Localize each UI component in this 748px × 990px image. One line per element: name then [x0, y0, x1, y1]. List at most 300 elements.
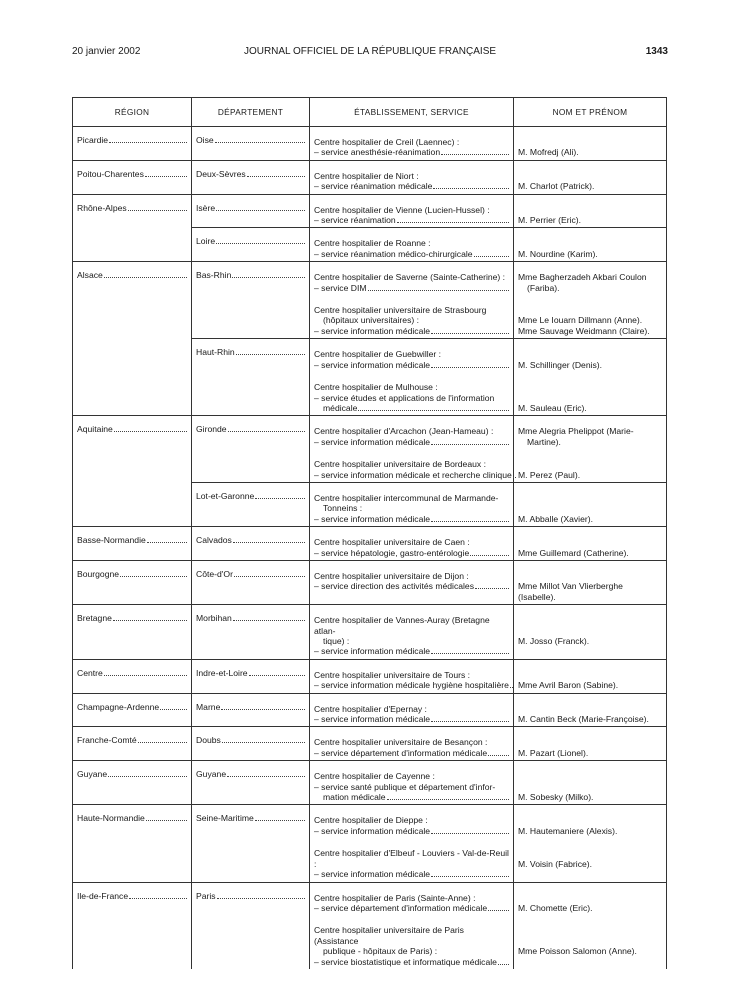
spacer	[518, 238, 662, 248]
service-text: mation médicale	[323, 792, 386, 803]
person-name: Mme Sauvage Weidmann (Claire).	[518, 325, 650, 336]
region-cell	[73, 882, 192, 969]
dot-leader	[368, 283, 509, 291]
person-entry	[518, 527, 662, 560]
departement-cell	[192, 194, 310, 228]
page-header	[72, 46, 668, 60]
spacer	[518, 893, 662, 903]
dot-leader	[232, 270, 305, 278]
nom-cell	[514, 605, 667, 660]
etablissement-cell	[310, 262, 514, 339]
etablissement-cell	[310, 416, 514, 483]
spacer	[518, 771, 662, 781]
etablissement-entry	[314, 727, 509, 760]
departement-cell	[192, 482, 310, 526]
etablissement-cell	[310, 194, 514, 228]
etablissement-name: (hôpitaux universitaires) :	[323, 315, 420, 326]
table-header-row	[73, 98, 667, 127]
region-name	[77, 535, 187, 545]
etablissement-entry	[314, 761, 509, 804]
dot-leader	[233, 613, 305, 621]
service-text: – service département d'information médicale	[314, 747, 488, 758]
service-line	[314, 646, 509, 656]
departement-name-text: Haut-Rhin	[196, 347, 235, 358]
departement-cell	[192, 527, 310, 561]
region-name	[77, 270, 187, 280]
etablissement-entry	[314, 228, 509, 261]
etablissement-entry	[314, 449, 512, 482]
etablissement-cell	[310, 228, 514, 262]
dot-leader	[217, 891, 305, 899]
service-line	[314, 714, 509, 724]
etablissement-name: Centre hospitalier universitaire de Besançon :	[314, 737, 488, 748]
person-name: M. Voisin (Fabrice).	[518, 858, 593, 869]
nom-cell	[514, 805, 667, 882]
etablissement-name: Tonneins :	[323, 503, 363, 514]
region-cell	[73, 127, 192, 161]
service-text: – service santé publique et département d'infor-	[314, 781, 496, 792]
spacer	[518, 205, 662, 215]
service-line	[314, 326, 509, 336]
etablissement-entry	[314, 660, 509, 693]
etablissement-entry	[314, 372, 509, 415]
nom-cell	[514, 416, 667, 483]
region-cell	[73, 693, 192, 727]
dot-leader	[228, 424, 305, 432]
person-entry	[518, 449, 662, 482]
person-name: M. Abballe (Xavier).	[518, 513, 593, 524]
dot-leader	[441, 147, 509, 155]
dot-leader	[216, 203, 305, 211]
departement-cell	[192, 605, 310, 660]
person-entry	[518, 660, 662, 693]
person-entry	[518, 838, 662, 871]
departement-cell	[192, 805, 310, 882]
person-name: M. Cantin Beck (Marie-Françoise).	[518, 714, 649, 725]
dot-leader	[145, 169, 187, 177]
person-entry	[518, 694, 662, 727]
departement-name	[196, 424, 305, 434]
service-line	[314, 437, 509, 447]
departement-name-text: Oise	[196, 135, 214, 145]
spacer	[518, 815, 662, 825]
person-name: M. Nourdine (Karim).	[518, 248, 598, 259]
dot-leader	[120, 569, 187, 577]
person-name: M. Chomette (Eric).	[518, 902, 593, 913]
table-row	[73, 882, 667, 969]
etablissement-cell	[310, 659, 514, 693]
region-name-text: Centre	[77, 667, 103, 678]
etablissement-entry	[314, 694, 509, 727]
etablissement-name: Centre hospitalier de Cayenne :	[314, 771, 435, 782]
etablissement-entry	[314, 883, 509, 916]
service-text: – service information médicale	[314, 513, 431, 524]
region-name	[77, 702, 187, 712]
spacer	[518, 704, 662, 714]
departement-name	[196, 347, 305, 357]
etablissement-name: Centre hospitalier de Vannes-Auray (Bretagne atlan-	[314, 615, 490, 636]
dot-leader	[488, 748, 509, 756]
column-header-nom: NOM ET PRÉNOM	[514, 98, 667, 127]
departement-name-text: Calvados	[196, 535, 232, 546]
dot-leader	[470, 548, 509, 556]
dot-leader	[431, 326, 509, 334]
dot-leader	[488, 903, 509, 911]
nom-cell	[514, 659, 667, 693]
departement-cell	[192, 882, 310, 969]
table-row	[73, 160, 667, 194]
table-row	[73, 339, 667, 416]
departement-name	[196, 613, 305, 623]
departement-name	[196, 203, 305, 213]
service-text: – service information médicale	[314, 825, 431, 836]
dot-leader	[129, 891, 187, 899]
region-cell	[73, 605, 192, 660]
person-entry	[518, 483, 662, 526]
etablissement-cell	[310, 805, 514, 882]
person-entry	[518, 195, 662, 228]
dot-leader	[215, 135, 305, 143]
etablissement-name: Centre hospitalier de Roanne :	[314, 238, 431, 249]
region-name-text: Poitou-Charentes	[77, 168, 144, 179]
etablissement-cell	[310, 482, 514, 526]
dot-leader	[216, 236, 305, 244]
spacer	[518, 571, 662, 581]
spacer	[518, 925, 662, 935]
nom-cell	[514, 882, 667, 969]
service-line	[314, 548, 509, 558]
dot-leader	[431, 360, 509, 368]
etablissement-name: Centre hospitalier universitaire de Bordeaux :	[314, 459, 486, 470]
service-line	[314, 147, 509, 157]
service-text: – service réanimation médicale	[314, 181, 433, 192]
nom-cell	[514, 160, 667, 194]
departement-cell	[192, 262, 310, 339]
region-name-text: Basse-Normandie	[77, 535, 146, 546]
region-name	[77, 813, 187, 823]
departement-name	[196, 569, 305, 579]
etablissement-entry	[314, 483, 509, 526]
service-line	[314, 957, 509, 967]
departement-cell	[192, 727, 310, 761]
person-name: M. Perez (Paul).	[518, 469, 581, 480]
person-entry	[518, 561, 662, 604]
region-name	[77, 135, 187, 145]
person-entry	[518, 228, 662, 261]
region-cell	[73, 482, 192, 526]
service-line	[314, 181, 509, 191]
region-cell	[73, 262, 192, 339]
etablissement-entry	[314, 838, 509, 881]
dot-leader	[431, 437, 509, 445]
person-name: Mme Poisson Salomon (Anne).	[518, 946, 637, 957]
person-name: M. Josso (Franck).	[518, 636, 590, 646]
dot-leader	[431, 869, 509, 877]
etablissement-name: Centre hospitalier universitaire de Paris (Assistance	[314, 925, 464, 946]
departement-cell	[192, 659, 310, 693]
departement-name	[196, 735, 305, 745]
dot-leader	[236, 347, 305, 355]
etablissement-name: Centre hospitalier d'Arcachon (Jean-Hameau) :	[314, 426, 494, 437]
table-row	[73, 805, 667, 882]
service-line	[314, 403, 509, 413]
service-line	[314, 514, 509, 524]
nom-cell	[514, 693, 667, 727]
region-name-text: Franche-Comté	[77, 735, 137, 746]
departement-name	[196, 135, 305, 145]
departement-name	[196, 270, 305, 280]
spacer	[518, 670, 662, 680]
etablissement-entry	[314, 561, 509, 594]
service-text: – service information médicale	[314, 359, 431, 370]
service-text: – service études et applications de l'information	[314, 392, 495, 403]
departement-cell	[192, 693, 310, 727]
region-name	[77, 769, 187, 779]
person-name: Mme Alegria Phelippot (Marie-	[518, 426, 634, 437]
service-line	[314, 581, 509, 591]
departement-name-text: Isère	[196, 202, 216, 213]
page-number: 1343	[645, 46, 668, 57]
spacer	[518, 782, 662, 792]
dot-leader	[475, 581, 509, 589]
table-row	[73, 482, 667, 526]
nom-cell	[514, 262, 667, 339]
dot-leader	[128, 203, 187, 211]
person-entry	[518, 883, 662, 916]
spacer	[518, 393, 662, 403]
person-name: Mme Avril Baron (Sabine).	[518, 680, 619, 691]
departement-name-text: Côte-d'Or	[196, 568, 233, 579]
etablissement-entry	[314, 161, 509, 194]
etablissement-name: Centre hospitalier de Dieppe :	[314, 815, 428, 826]
spacer	[518, 737, 662, 747]
service-text: – service réanimation médico-chirurgicale	[314, 248, 473, 259]
table-row	[73, 228, 667, 262]
etablissement-entry	[314, 339, 509, 372]
etablissement-cell	[310, 560, 514, 604]
region-cell	[73, 160, 192, 194]
person-name: Mme Guillemard (Catherine).	[518, 547, 629, 558]
dot-leader	[387, 792, 509, 800]
person-name: M. Sauleau (Eric).	[518, 402, 587, 413]
person-entry	[518, 295, 662, 338]
etablissement-entry	[314, 527, 509, 560]
departement-name-text: Gironde	[196, 424, 227, 435]
departement-name	[196, 169, 305, 179]
departement-name	[196, 236, 305, 246]
service-text: – service information médicale	[314, 325, 431, 336]
region-name-text: Bourgogne	[77, 568, 120, 579]
dot-leader	[160, 702, 187, 710]
etablissement-name: Centre hospitalier universitaire de Tours :	[314, 669, 471, 680]
column-header-region: RÉGION	[73, 98, 192, 127]
etablissement-entry	[314, 416, 509, 449]
departement-name-text: Doubs	[196, 735, 221, 746]
dot-leader	[255, 491, 305, 499]
person-name: M. Perrier (Eric).	[518, 215, 582, 226]
dot-leader	[249, 668, 305, 676]
person-entry	[518, 761, 662, 804]
departement-cell	[192, 416, 310, 483]
service-line	[314, 680, 509, 690]
region-name-text: Alsace	[77, 270, 103, 281]
region-name-text: Guyane	[77, 769, 108, 780]
dot-leader	[513, 470, 516, 478]
person-entry	[518, 805, 662, 838]
person-entry	[518, 339, 662, 372]
service-text: – service direction des activités médicales	[314, 581, 475, 592]
person-name: M. Hautemaniere (Alexis).	[518, 825, 618, 836]
departement-name-text: Bas-Rhin	[196, 270, 232, 281]
service-text: médicale	[323, 402, 358, 413]
etablissement-name: publique - hôpitaux de Paris) :	[323, 946, 438, 957]
region-cell	[73, 761, 192, 805]
publication-date: 20 janvier 2002	[72, 46, 141, 57]
dot-leader	[138, 735, 187, 743]
region-name-text: Haute-Normandie	[77, 813, 145, 824]
departement-cell	[192, 160, 310, 194]
departement-name-text: Seine-Maritime	[196, 813, 254, 824]
etablissement-entry	[314, 805, 509, 838]
person-entry	[518, 605, 662, 648]
spacer	[518, 349, 662, 359]
table-row	[73, 527, 667, 561]
region-name-text: Champagne-Ardenne	[77, 701, 160, 712]
spacer	[518, 305, 662, 315]
person-name: Mme Le Iouarn Dillmann (Anne).	[518, 315, 643, 326]
etablissement-name: Centre hospitalier universitaire de Strasbourg	[314, 305, 487, 316]
departement-name-text: Marne	[196, 701, 221, 712]
dot-leader	[255, 813, 305, 821]
service-text: – service information médicale	[314, 646, 431, 657]
table-row	[73, 560, 667, 604]
region-name-text: Aquitaine	[77, 424, 113, 435]
dot-leader	[498, 957, 509, 965]
region-name	[77, 891, 187, 901]
dot-leader	[104, 668, 187, 676]
dot-leader	[247, 169, 305, 177]
person-entry	[518, 416, 662, 449]
region-cell	[73, 560, 192, 604]
region-name	[77, 424, 187, 434]
etablissement-cell	[310, 160, 514, 194]
departement-name	[196, 535, 305, 545]
etablissement-cell	[310, 339, 514, 416]
service-line	[314, 903, 509, 913]
region-name	[77, 668, 187, 678]
region-cell	[73, 727, 192, 761]
region-name-text: Bretagne	[77, 613, 112, 624]
departement-cell	[192, 560, 310, 604]
departement-name	[196, 668, 305, 678]
spacer	[518, 537, 662, 547]
etablissement-entry	[314, 195, 509, 228]
dot-leader	[474, 249, 509, 257]
table-row	[73, 761, 667, 805]
person-name: M. Charlot (Patrick).	[518, 181, 595, 192]
table-row	[73, 194, 667, 228]
spacer	[518, 382, 662, 392]
etablissement-cell	[310, 727, 514, 761]
spacer	[518, 626, 662, 636]
departement-name-text: Paris	[196, 890, 216, 901]
spacer	[518, 848, 662, 858]
appointments-table	[72, 97, 667, 969]
service-text: – service réanimation	[314, 215, 396, 226]
departement-name	[196, 702, 305, 712]
departement-name-text: Lot-et-Garonne	[196, 490, 255, 501]
person-name: M. Pazart (Lionel).	[518, 747, 589, 758]
etablissement-name: Centre hospitalier de Guebwiller :	[314, 349, 442, 360]
service-text: – service information médicale	[314, 714, 431, 725]
region-cell	[73, 228, 192, 262]
departement-name-text: Guyane	[196, 769, 227, 780]
region-name-text: Rhône-Alpes	[77, 202, 127, 213]
service-line	[314, 869, 509, 879]
etablissement-cell	[310, 693, 514, 727]
dot-leader	[233, 535, 305, 543]
service-text: – service information médicale et recherche clinique	[314, 469, 512, 480]
spacer	[518, 171, 662, 181]
service-line	[314, 826, 509, 836]
departement-name-text: Morbihan	[196, 613, 232, 624]
departement-cell	[192, 339, 310, 416]
dot-leader	[227, 769, 305, 777]
dot-leader	[108, 769, 187, 777]
etablissement-name: tique) :	[323, 636, 350, 646]
departement-name-text: Indre-et-Loire	[196, 667, 248, 678]
service-text: – service DIM	[314, 282, 367, 293]
dot-leader	[109, 135, 187, 143]
departement-name	[196, 891, 305, 901]
etablissement-name: Centre hospitalier intercommunal de Marmande-	[314, 492, 499, 503]
service-line	[314, 360, 509, 370]
service-text: – service département d'information médicale	[314, 902, 488, 913]
dot-leader	[358, 403, 509, 411]
region-name	[77, 569, 187, 579]
region-name	[77, 613, 187, 623]
spacer	[518, 615, 662, 625]
nom-cell	[514, 194, 667, 228]
dot-leader	[104, 270, 187, 278]
service-text: – service anesthésie-réanimation	[314, 147, 441, 158]
person-entry	[518, 372, 662, 415]
etablissement-name: Centre hospitalier de Niort :	[314, 170, 419, 181]
region-name-text: Picardie	[77, 135, 109, 145]
table-row	[73, 727, 667, 761]
person-name: Martine).	[527, 436, 561, 447]
dot-leader	[431, 714, 509, 722]
table-row	[73, 693, 667, 727]
person-name: M. Mofredj (Ali).	[518, 147, 579, 158]
departement-cell	[192, 761, 310, 805]
dot-leader	[234, 569, 305, 577]
departement-name	[196, 491, 305, 501]
etablissement-cell	[310, 761, 514, 805]
etablissement-name: Centre hospitalier de Saverne (Sainte-Catherine) :	[314, 272, 506, 283]
spacer	[518, 503, 662, 513]
nom-cell	[514, 228, 667, 262]
region-cell	[73, 527, 192, 561]
dot-leader	[114, 424, 187, 432]
region-cell	[73, 416, 192, 483]
departement-name	[196, 769, 305, 779]
dot-leader	[431, 514, 509, 522]
etablissement-name: Centre hospitalier d'Elbeuf - Louviers - Val-de-Reuil :	[314, 848, 509, 869]
etablissement-entry	[314, 127, 509, 160]
table-row	[73, 262, 667, 339]
column-header-etablissement: ÉTABLISSEMENT, SERVICE	[310, 98, 514, 127]
